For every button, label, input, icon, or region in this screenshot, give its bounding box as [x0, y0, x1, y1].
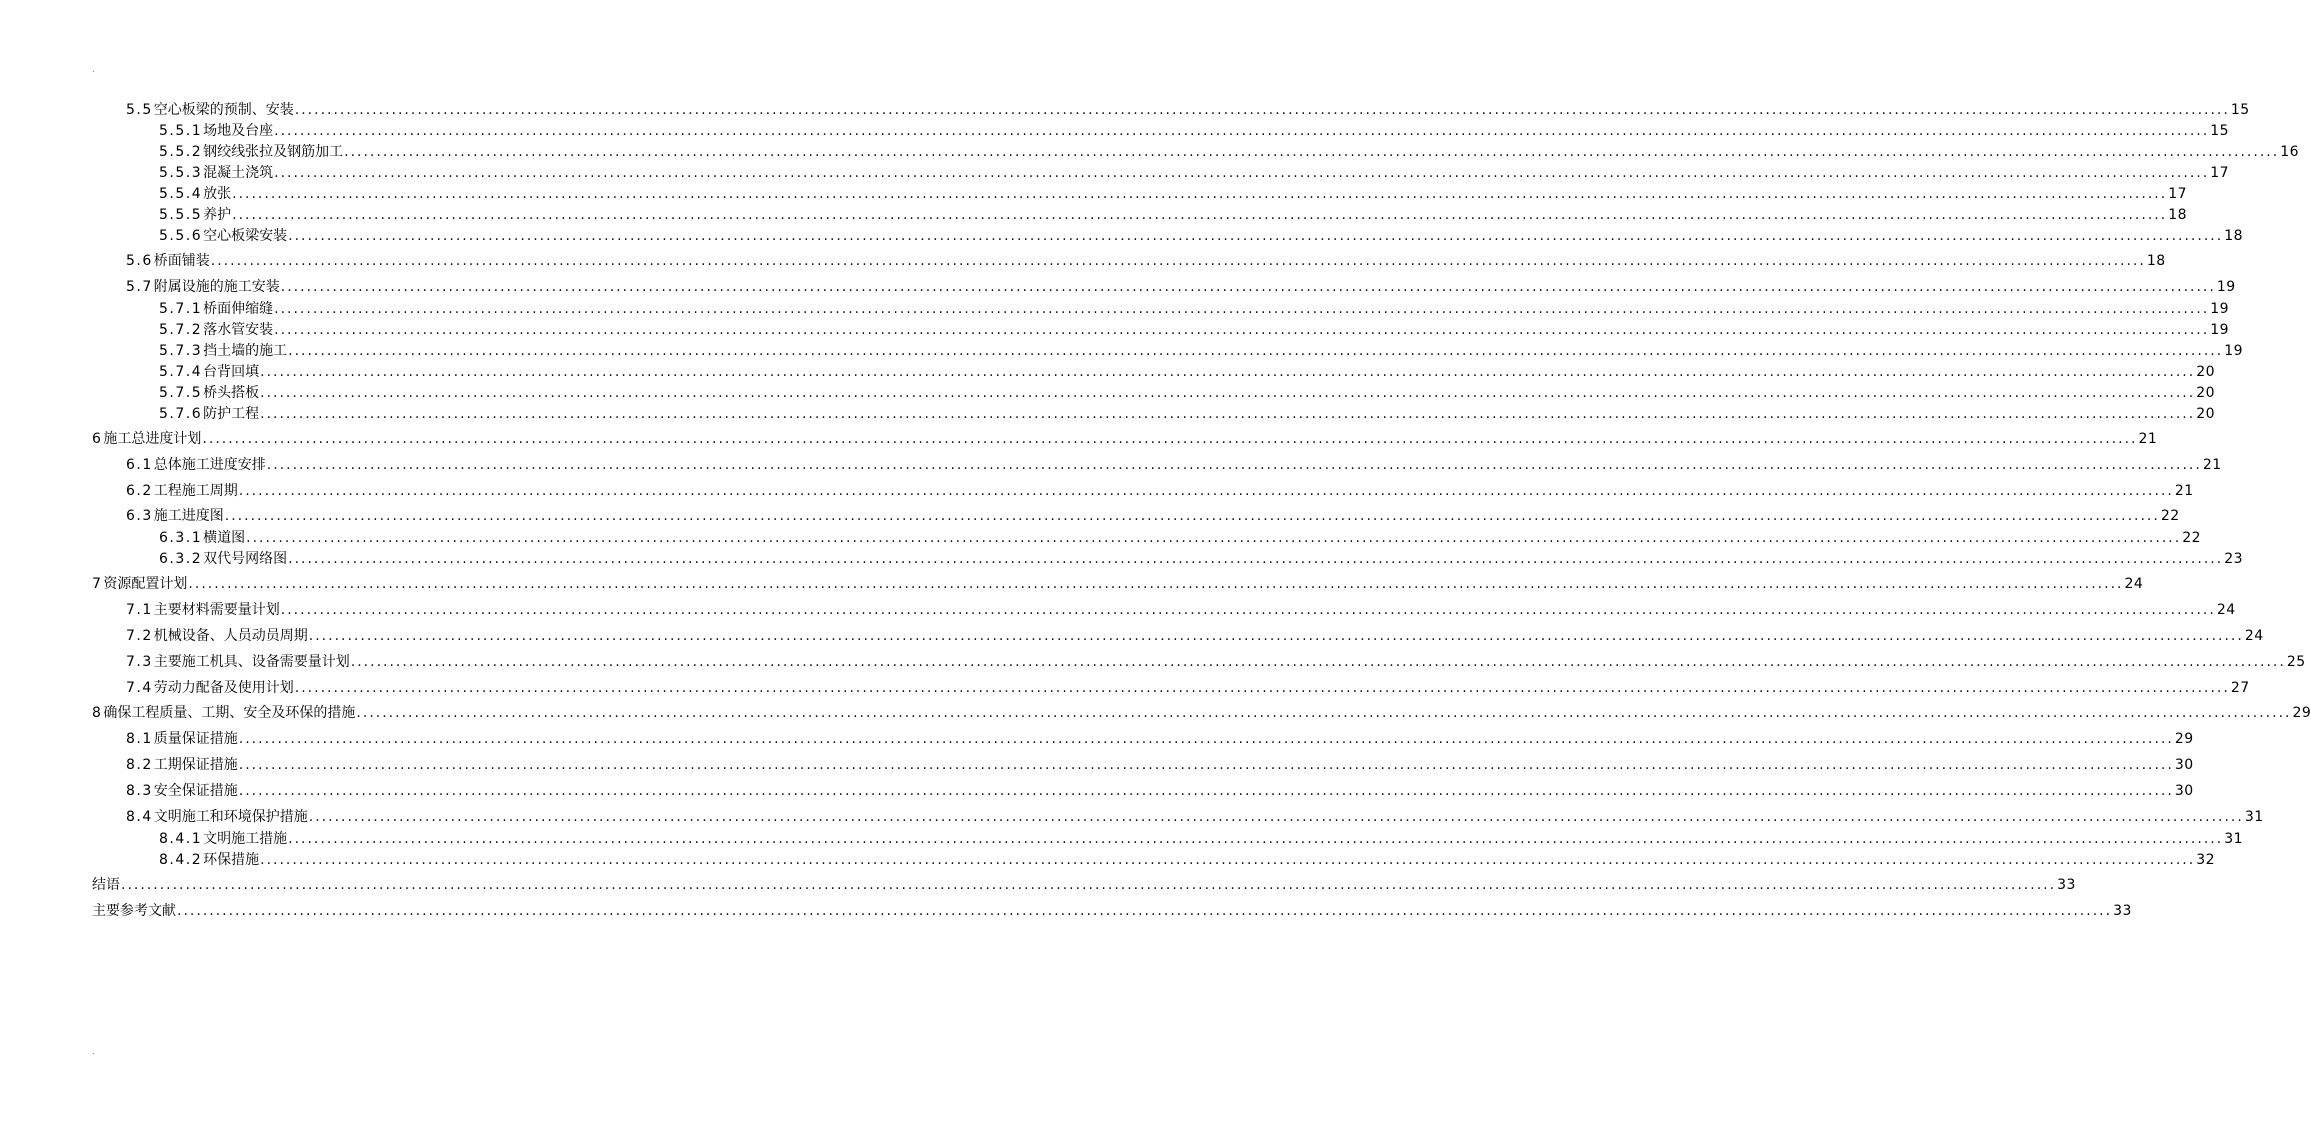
toc-entry-page-number: 20	[2196, 364, 2216, 380]
toc-entry-number: 5.7.3	[159, 343, 203, 359]
toc-entry[interactable]	[126, 730, 2194, 748]
toc-entry-number: 5.7.2	[159, 322, 203, 338]
toc-entry-title: 施工进度图	[153, 508, 224, 524]
toc-entry[interactable]	[159, 206, 2188, 224]
toc-entry-title: 空心板梁的预制、安装	[153, 102, 294, 118]
toc-entry-page-number: 21	[2138, 431, 2158, 447]
toc-entry[interactable]	[159, 851, 2216, 869]
toc-entry-page-number: 25	[2286, 654, 2306, 670]
toc-entry-title: 主要材料需要量计划	[153, 602, 280, 618]
toc-entry-number: 6.3	[126, 508, 153, 524]
toc-entry-page-number: 21	[2202, 457, 2222, 473]
toc-entry-number: 5.5	[126, 102, 153, 118]
toc-entry-number: 6.1	[126, 457, 153, 473]
toc-entry[interactable]	[159, 550, 2244, 568]
toc-entry-number: 5.7.5	[159, 385, 203, 401]
toc-entry-title: 施工总进度计划	[103, 431, 202, 447]
toc-entry-title: 安全保证措施	[153, 783, 238, 799]
toc-entry-title: 文明施工措施	[203, 831, 288, 847]
toc-entry[interactable]	[159, 384, 2216, 402]
toc-entry-title: 机械设备、人员动员周期	[153, 628, 308, 644]
toc-entry[interactable]	[159, 143, 2300, 161]
dot-leader: ............................................................................................................................................................................................................................................................................................................	[260, 385, 2196, 401]
dot-leader: ............................................................................................................................................................................................................................................................................................................	[210, 253, 2146, 269]
toc-entry-page-number: 24	[2216, 602, 2236, 618]
toc-entry[interactable]	[159, 363, 2216, 381]
toc-entry[interactable]	[126, 101, 2250, 119]
toc-entry[interactable]	[92, 575, 2144, 593]
toc-entry[interactable]	[159, 529, 2202, 547]
dot-leader: ............................................................................................................................................................................................................................................................................................................	[121, 877, 2057, 893]
toc-entry-page-number: 33	[2057, 877, 2076, 893]
toc-entry-title: 质量保证措施	[153, 731, 238, 747]
dot-leader: ............................................................................................................................................................................................................................................................................................................	[232, 207, 2168, 223]
toc-entry-page-number: 31	[2224, 831, 2244, 847]
dot-leader: ............................................................................................................................................................................................................................................................................................................	[238, 757, 2174, 773]
dot-leader: ............................................................................................................................................................................................................................................................................................................	[246, 530, 2182, 546]
toc-entry-number: 7	[92, 576, 103, 592]
toc-entry-title: 养护	[203, 207, 232, 223]
toc-entry-title: 总体施工进度安排	[153, 457, 266, 473]
dot-leader: ............................................................................................................................................................................................................................................................................................................	[202, 431, 2138, 447]
dot-leader: ............................................................................................................................................................................................................................................................................................................	[266, 457, 2202, 473]
toc-entry-page-number: 19	[2224, 343, 2244, 359]
toc-entry-page-number: 29	[2292, 705, 2311, 721]
dot-leader: ............................................................................................................................................................................................................................................................................................................	[288, 551, 2224, 567]
toc-entry[interactable]	[126, 627, 2264, 645]
toc-entry-page-number: 18	[2146, 253, 2166, 269]
toc-entry-title: 桥面伸缩缝	[203, 301, 274, 317]
dot-leader: ............................................................................................................................................................................................................................................................................................................	[294, 680, 2230, 696]
toc-entry-page-number: 24	[2244, 628, 2264, 644]
toc-entry-page-number: 24	[2124, 576, 2144, 592]
toc-entry-page-number: 30	[2174, 783, 2194, 799]
toc-entry-page-number: 15	[2210, 123, 2230, 139]
toc-entry-number: 5.7.6	[159, 406, 203, 422]
toc-entry[interactable]	[126, 653, 2306, 671]
dot-leader: ............................................................................................................................................................................................................................................................................................................	[274, 322, 2210, 338]
toc-entry-number: 8.3	[126, 783, 153, 799]
dot-leader: ............................................................................................................................................................................................................................................................................................................	[288, 831, 2224, 847]
toc-entry-title: 劳动力配备及使用计划	[153, 680, 294, 696]
toc-entry[interactable]	[126, 679, 2250, 697]
toc-entry[interactable]	[126, 601, 2236, 619]
dot-leader: ............................................................................................................................................................................................................................................................................................................	[274, 123, 2210, 139]
toc-entry-page-number: 19	[2216, 279, 2236, 295]
toc-entry-page-number: 18	[2224, 228, 2244, 244]
toc-entry-page-number: 21	[2174, 483, 2194, 499]
toc-entry-number: 7.3	[126, 654, 153, 670]
toc-entry-number: 6.3.1	[159, 530, 203, 546]
toc-entry-number: 6	[92, 431, 103, 447]
toc-entry-title: 主要施工机具、设备需要量计划	[153, 654, 350, 670]
toc-entry-title: 放张	[203, 186, 232, 202]
toc-entry-number: 8.4.1	[159, 831, 203, 847]
toc-entry-title: 挡土墙的施工	[203, 343, 288, 359]
toc-entry-number: 5.7	[126, 279, 153, 295]
toc-entry[interactable]	[159, 830, 2244, 848]
dot-leader: ............................................................................................................................................................................................................................................................................................................	[260, 406, 2196, 422]
toc-entry-page-number: 33	[2113, 903, 2132, 919]
dot-leader: ............................................................................................................................................................................................................................................................................................................	[188, 576, 2124, 592]
toc-entry-title: 附属设施的施工安装	[153, 279, 280, 295]
toc-entry-number: 5.5.4	[159, 186, 203, 202]
toc-entry-title: 台背回填	[203, 364, 260, 380]
toc-entry-page-number: 15	[2230, 102, 2250, 118]
toc-entry-page-number: 31	[2244, 809, 2264, 825]
toc-entry-title: 桥面铺装	[153, 253, 210, 269]
dot-leader: ............................................................................................................................................................................................................................................................................................................	[274, 165, 2210, 181]
dot-leader: ............................................................................................................................................................................................................................................................................................................	[308, 628, 2244, 644]
dot-leader: ............................................................................................................................................................................................................................................................................................................	[280, 279, 2216, 295]
toc-entry[interactable]	[126, 782, 2194, 800]
toc-entry[interactable]	[92, 876, 2076, 894]
toc-entry-number: 5.5.6	[159, 228, 203, 244]
toc-entry-title: 场地及台座	[203, 123, 274, 139]
toc-entry-title: 工期保证措施	[153, 757, 238, 773]
toc-entry-number: 8.4.2	[159, 852, 203, 868]
dot-leader: ............................................................................................................................................................................................................................................................................................................	[356, 705, 2292, 721]
toc-entry-title: 主要参考文献	[92, 903, 176, 919]
toc-entry[interactable]	[126, 507, 2180, 525]
toc-entry[interactable]	[126, 278, 2236, 296]
toc-entry[interactable]	[126, 482, 2194, 500]
dot-leader: ............................................................................................................................................................................................................................................................................................................	[238, 731, 2174, 747]
toc-entry-page-number: 30	[2174, 757, 2194, 773]
toc-entry-number: 7.2	[126, 628, 153, 644]
toc-entry-title: 双代号网络图	[203, 551, 288, 567]
toc-entry-number: 5.5.2	[159, 144, 203, 160]
toc-entry[interactable]	[159, 342, 2244, 360]
toc-entry[interactable]	[159, 122, 2230, 140]
toc-entry-title: 桥头搭板	[203, 385, 260, 401]
toc-entry-number: 7.4	[126, 680, 153, 696]
toc-entry[interactable]	[126, 756, 2194, 774]
toc-entry-number: 7.1	[126, 602, 153, 618]
toc-entry[interactable]	[159, 321, 2230, 339]
toc-entry-title: 空心板梁安装	[203, 228, 288, 244]
toc-entry-number: 8.1	[126, 731, 153, 747]
toc-entry-page-number: 20	[2196, 406, 2216, 422]
toc-entry-number: 5.7.1	[159, 301, 203, 317]
toc-entry-title: 环保措施	[203, 852, 260, 868]
dot-leader: ............................................................................................................................................................................................................................................................................................................	[232, 186, 2168, 202]
toc-entry-page-number: 18	[2168, 207, 2188, 223]
dot-leader: ............................................................................................................................................................................................................................................................................................................	[288, 228, 2224, 244]
toc-entry-title: 文明施工和环境保护措施	[153, 809, 308, 825]
dot-leader: ............................................................................................................................................................................................................................................................................................................	[260, 852, 2196, 868]
dot-leader: ............................................................................................................................................................................................................................................................................................................	[238, 483, 2174, 499]
toc-entry-page-number: 16	[2280, 144, 2300, 160]
toc-entry-title: 结语	[92, 877, 120, 893]
toc-entry[interactable]	[92, 430, 2158, 448]
dot-leader: ............................................................................................................................................................................................................................................................................................................	[288, 343, 2224, 359]
toc-entry-page-number: 17	[2168, 186, 2188, 202]
toc-entry[interactable]	[92, 902, 2132, 920]
toc-entry[interactable]	[126, 252, 2166, 270]
toc-entry-title: 钢绞线张拉及钢筋加工	[203, 144, 344, 160]
toc-entry-page-number: 23	[2224, 551, 2244, 567]
toc-entry[interactable]	[159, 185, 2188, 203]
toc-entry-title: 资源配置计划	[103, 576, 188, 592]
toc-entry-page-number: 22	[2160, 508, 2180, 524]
dot-leader: ............................................................................................................................................................................................................................................................................................................	[260, 364, 2196, 380]
toc-entry-title: 落水管安装	[203, 322, 274, 338]
toc-entry[interactable]	[159, 227, 2244, 245]
dot-leader: ............................................................................................................................................................................................................................................................................................................	[344, 144, 2280, 160]
toc-entry-page-number: 29	[2174, 731, 2194, 747]
toc-entry[interactable]	[159, 300, 2230, 318]
toc-entry[interactable]	[159, 164, 2230, 182]
dot-leader: ............................................................................................................................................................................................................................................................................................................	[350, 654, 2286, 670]
toc-entry[interactable]	[159, 405, 2216, 423]
toc-entry-number: 5.5.5	[159, 207, 203, 223]
dot-leader: ............................................................................................................................................................................................................................................................................................................	[294, 102, 2230, 118]
toc-entry-number: 8.2	[126, 757, 153, 773]
toc-entry-title: 横道图	[203, 530, 246, 546]
toc-entry[interactable]	[126, 456, 2222, 474]
header-dot-mark: .	[92, 65, 95, 74]
toc-entry-page-number: 19	[2210, 301, 2230, 317]
toc-entry-title: 防护工程	[203, 406, 260, 422]
dot-leader: ............................................................................................................................................................................................................................................................................................................	[308, 809, 2244, 825]
toc-entry-number: 6.2	[126, 483, 153, 499]
toc-entry-title: 确保工程质量、工期、安全及环保的措施	[103, 705, 356, 721]
dot-leader: ............................................................................................................................................................................................................................................................................................................	[238, 783, 2174, 799]
toc-entry-title: 混凝土浇筑	[203, 165, 274, 181]
toc-entry-title: 工程施工周期	[153, 483, 238, 499]
toc-entry-page-number: 32	[2196, 852, 2216, 868]
toc-entry-page-number: 27	[2230, 680, 2250, 696]
toc-entry-number: 8	[92, 705, 103, 721]
toc-entry-number: 8.4	[126, 809, 153, 825]
dot-leader: ............................................................................................................................................................................................................................................................................................................	[274, 301, 2210, 317]
toc-entry-number: 5.6	[126, 253, 153, 269]
footer-dot-mark: .	[92, 1047, 95, 1056]
toc-entry-number: 6.3.2	[159, 551, 203, 567]
dot-leader: ............................................................................................................................................................................................................................................................................................................	[280, 602, 2216, 618]
toc-entry-number: 5.5.1	[159, 123, 203, 139]
dot-leader: ............................................................................................................................................................................................................................................................................................................	[224, 508, 2160, 524]
toc-entry-page-number: 17	[2210, 165, 2230, 181]
toc-entry[interactable]	[92, 704, 2311, 722]
toc-entry-page-number: 20	[2196, 385, 2216, 401]
toc-entry-number: 5.7.4	[159, 364, 203, 380]
toc-entry-page-number: 22	[2182, 530, 2202, 546]
dot-leader: ............................................................................................................................................................................................................................................................................................................	[177, 903, 2113, 919]
toc-entry[interactable]	[126, 808, 2264, 826]
toc-entry-page-number: 19	[2210, 322, 2230, 338]
toc-entry-number: 5.5.3	[159, 165, 203, 181]
